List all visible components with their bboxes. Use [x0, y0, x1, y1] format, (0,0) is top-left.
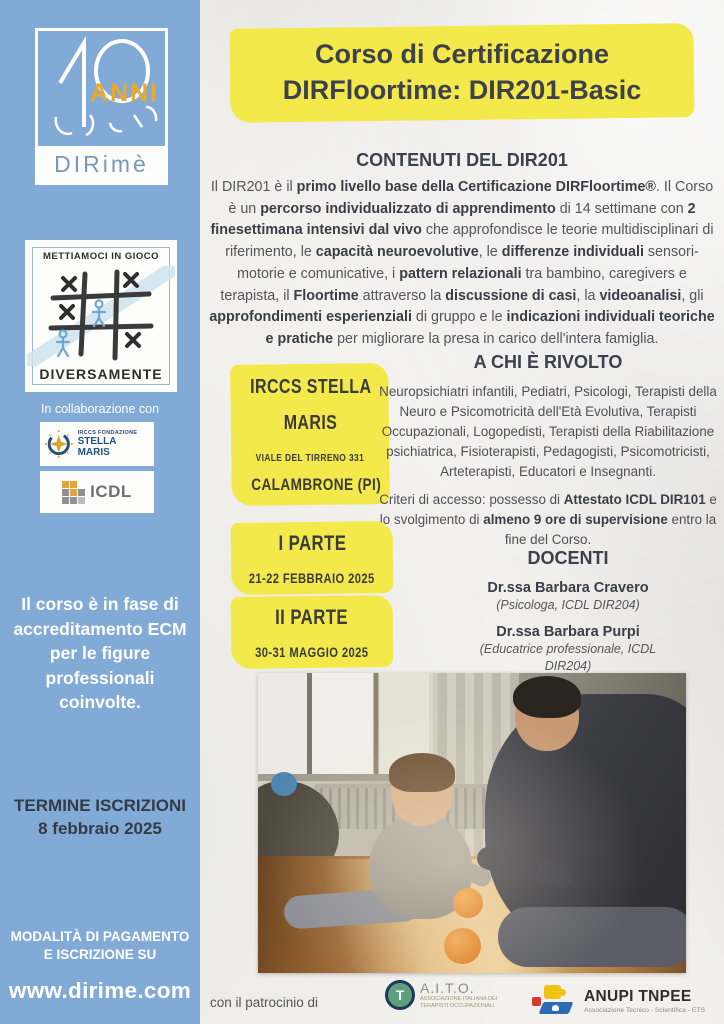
- venue-line2: MARIS: [283, 412, 337, 434]
- anni-text: ANNI: [90, 79, 160, 107]
- contenuti-paragraph: Il DIR201 è il primo livello base della Certificazione DIRFloortime®. Il Corso è un percorso individualizzato di apprendimento di 14 settimane con 2 finesettimana intensivi dal vivo che approfondisce le teorie multidisciplinari di riferimento, le capacità neuroevolutive, le differenze individuali sensori-motorie e comunicative, i pattern relazionali tra bambino, caregivers e terapista, il Floortime attraverso la discussione di casi, la videoanalisi, gli approfondimenti esperienziali di gruppo e le indicazioni individuali teoriche e pratiche per migliorare la presa in carico dell'intera famiglia.: [209, 179, 715, 348]
- logo-bottom-text: DIVERSAMENTE: [39, 366, 163, 382]
- sidebar: [0, 0, 200, 1024]
- teacher-entry: [415, 624, 721, 674]
- dirime-wordmark-band: [38, 146, 165, 182]
- aito-text: [420, 980, 506, 1010]
- anupi-name: ANUPI TNPEE: [584, 988, 692, 1005]
- schedule-part1: [231, 522, 393, 594]
- icdl-wordmark: ICDL: [90, 482, 132, 501]
- docenti-heading: DOCENTI: [527, 548, 609, 568]
- ecm-accreditation-text: Il corso è in fase di accreditamento ECM per le figure professionali coinvolte.: [13, 594, 187, 712]
- website-link[interactable]: www.dirime.com: [8, 978, 192, 1003]
- stella-maris-logo: [40, 422, 154, 466]
- schedule-part2: [231, 596, 393, 668]
- aito-name: A.I.T.O.: [420, 980, 475, 996]
- course-title-line2: DIRFloortime: DIR201-Basic: [282, 75, 642, 105]
- venue-city: CALAMBRONE (PI): [251, 475, 382, 494]
- contenuti-heading: CONTENUTI DEL DIR201: [356, 150, 568, 170]
- aito-subtitle: ASSOCIAZIONE ITALIANA DEI TERAPISTI OCCUPAZIONALI: [420, 996, 498, 1010]
- target-audience-section: [378, 352, 718, 550]
- anupi-subtitle: Associazione Tecnico - Scientifica - ETS: [584, 1007, 706, 1014]
- venue-block: [231, 364, 389, 505]
- course-photo: [258, 673, 686, 973]
- anupi-puzzle-icon: [532, 985, 576, 1017]
- anupi-logo: [532, 985, 705, 1017]
- collaboration-label: In collaborazione con: [40, 402, 160, 416]
- part1-label: I PARTE: [278, 532, 346, 555]
- stella-maris-line2: STELLA MARIS: [77, 436, 117, 458]
- ten-anni-graphic: [38, 31, 165, 146]
- anupi-text: [584, 988, 705, 1014]
- patrocinio-label: con il patrocinio di: [210, 995, 319, 1010]
- stella-maris-text: [78, 430, 150, 458]
- deadline-title: TERMINE ISCRIZIONI: [14, 796, 186, 815]
- main-content: [200, 0, 724, 1024]
- teachers-section: [415, 548, 721, 674]
- venue-address: VIALE DEL TIRRENO 331: [255, 452, 365, 464]
- registration-deadline: [4, 795, 196, 841]
- stella-maris-line1: IRCCS FONDAZIONE: [77, 430, 138, 436]
- dirime-10-anni-logo: [35, 28, 168, 185]
- course-title-line1: Corso di Certificazione: [314, 39, 610, 70]
- icdl-logo: [40, 471, 154, 513]
- schedule-block: [231, 522, 393, 668]
- tic-tac-toe-graphic: [27, 266, 175, 366]
- course-title-block: [230, 26, 694, 120]
- logo-top-text: METTIAMOCI IN GIOCO: [42, 251, 160, 262]
- mettiamoci-in-gioco-logo: [27, 242, 175, 390]
- aito-icon: T: [385, 980, 415, 1010]
- part2-label: II PARTE: [275, 606, 349, 629]
- dirime-wordmark: DIRimè: [54, 150, 149, 177]
- compass-icon: [44, 429, 74, 459]
- teacher-role: (Educatrice professionale, ICDL DIR204): [479, 642, 657, 673]
- access-criteria: Criteri di accesso: possesso di Attestato ICDL DIR101 e lo svolgimento di almeno 9 ore di supervisione entro la fine del Corso.: [379, 491, 717, 547]
- rivolto-paragraph: Neuropsichiatri infantili, Pediatri, Psicologi, Terapisti della Neuro e Psicomotricità dell'Età Evolutiva, Terapisti Occupazionali, Logopedisti, Terapisti della Riabilitazione psichiatrica, Fisioterapisti, Pedagogisti, Psicomotricisti, Arteterapisti, Educatori e Insegnanti.: [379, 384, 717, 480]
- venue-line1: IRCCS STELLA: [250, 376, 372, 398]
- rivolto-heading: A CHI È RIVOLTO: [473, 352, 623, 372]
- icdl-grid-icon: [62, 481, 85, 504]
- teacher-name: Dr.ssa Barbara Cravero: [487, 580, 649, 596]
- part1-dates: 21-22 FEBBRAIO 2025: [249, 570, 375, 586]
- deadline-date: 8 febbraio 2025: [38, 818, 162, 838]
- payment-info-text: MODALITÀ DI PAGAMENTO E ISCRIZIONE SU: [10, 929, 190, 963]
- teacher-name: Dr.ssa Barbara Purpi: [496, 624, 640, 641]
- aito-logo: [385, 980, 506, 1010]
- teacher-role: (Psicologa, ICDL DIR204): [496, 598, 640, 612]
- part2-dates: 30-31 MAGGIO 2025: [255, 644, 369, 660]
- photo-sunlight: [258, 673, 686, 973]
- teacher-entry: [415, 580, 721, 613]
